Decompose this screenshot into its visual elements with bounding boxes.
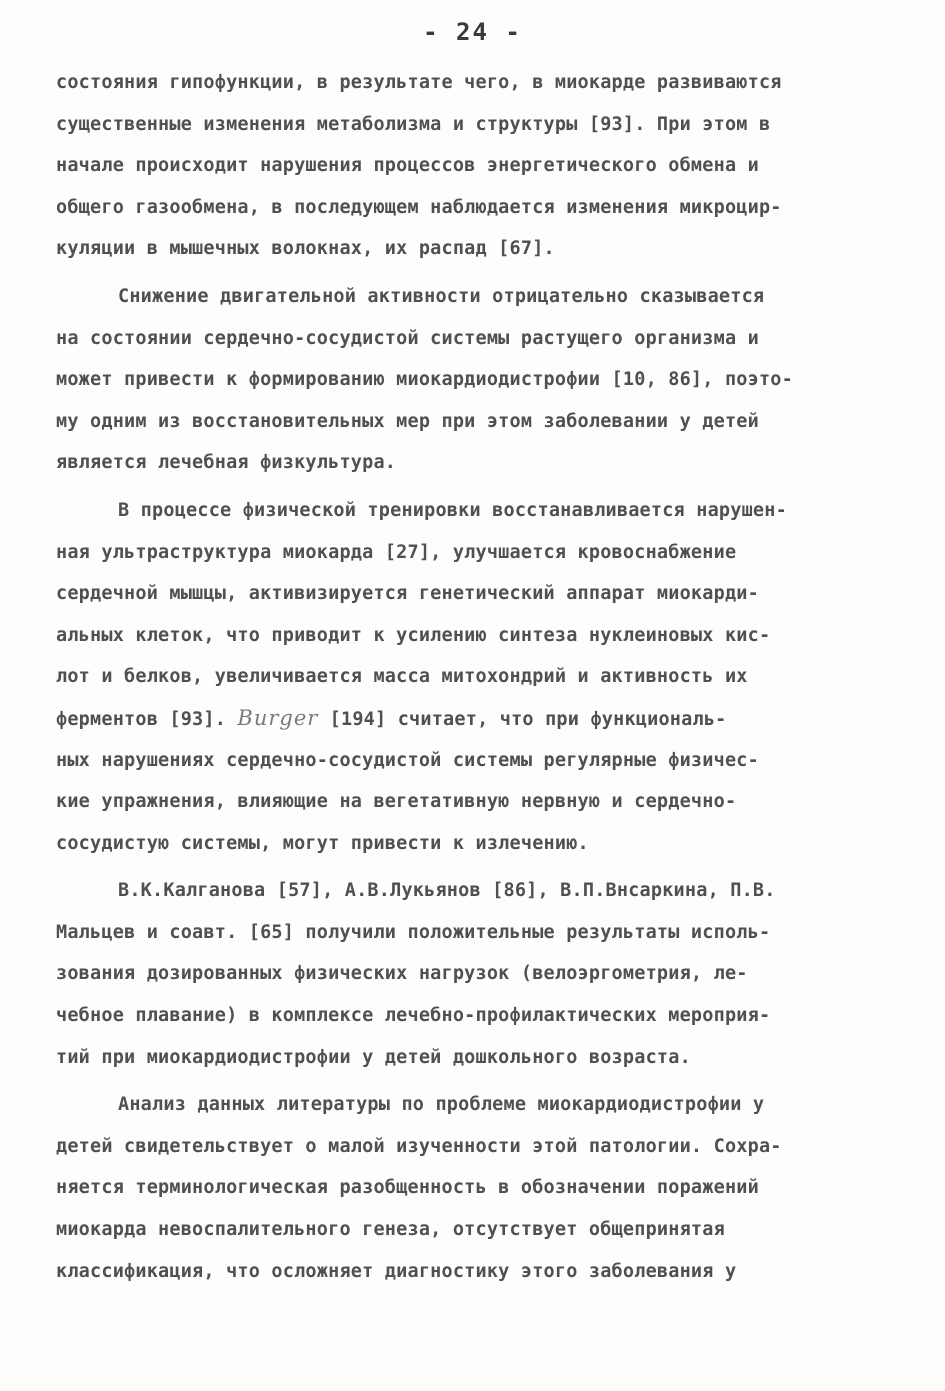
text-line: существенные изменения метаболизма и структуры [93]. При этом в [56, 113, 771, 135]
text-line: на состоянии сердечно-сосудистой системы растущего организма и [56, 327, 759, 349]
text-line: Мальцев и соавт. [65] получили положительные результаты исполь- [56, 921, 771, 943]
text-line: тий при миокардиодистрофии у детей дошкольного возраста. [56, 1046, 691, 1068]
text-line: общего газообмена, в последующем наблюдается изменения микроцир- [56, 196, 782, 218]
page-number: - 24 - [423, 18, 522, 46]
text-line: ная ультраструктура миокарда [27], улучшается кровоснабжение [56, 541, 737, 563]
text-line: сердечной мышцы, активизируется генетический аппарат миокарди- [56, 583, 759, 605]
text-line: может привести к формированию миокардиодистрофии [10, 86], поэто- [56, 369, 793, 391]
text-line: классификация, что осложняет диагностику этого заболевания у [56, 1260, 737, 1282]
text-line: ных нарушениях сердечно-сосудистой системы регулярные физичес- [56, 749, 759, 771]
text-line: куляции в мышечных волокнах, их распад [67]. [56, 238, 555, 260]
text-line [56, 698, 896, 740]
text-line: миокарда невоспалительного генеза, отсутствует общепринятая [56, 1219, 725, 1241]
text-line: кие упражнения, влияющие на вегетативную нервную и сердечно- [56, 791, 737, 813]
text-line: чебное плавание) в комплексе лечебно-профилактических мероприя- [56, 1005, 771, 1027]
text-line: состояния гипофункции, в результате чего, в миокарде развиваются [56, 72, 782, 93]
text-line: зования дозированных физических нагрузок (велоэргометрия, ле- [56, 963, 748, 985]
handwritten-author-name: Burger [237, 705, 319, 730]
text-segment: [194] считает, что при функциональ- [329, 708, 727, 730]
text-line: В.К.Калганова [57], А.В.Лукьянов [86], В.П.Внсаркина, П.В. [118, 880, 776, 902]
text-line: няется терминологическая разобщенность в обозначении поражений [56, 1177, 759, 1199]
text-line: начале происходит нарушения процессов энергетического обмена и [56, 155, 759, 177]
text-line: В процессе физической тренировки восстанавливается нарушен- [118, 499, 787, 521]
text-line: сосудистую системы, могут привести к излечению. [56, 832, 589, 854]
text-line: является лечебная физкультура. [56, 452, 397, 474]
text-line: альных клеток, что приводит к усилению синтеза нуклеиновых кис- [56, 624, 771, 646]
text-line: Снижение двигательной активности отрицательно сказывается [118, 285, 765, 307]
text-segment: ферментов [93]. [56, 708, 227, 730]
text-line: му одним из восстановительных мер при этом заболевании у детей [56, 410, 759, 432]
body-text [56, 62, 896, 1292]
text-line: Анализ данных литературы по проблеме миокардиодистрофии у [118, 1094, 765, 1116]
text-line: лот и белков, увеличивается масса митохондрий и активность их [56, 666, 748, 688]
text-line: детей свидетельствует о малой изученности этой патологии. Сохра- [56, 1135, 782, 1157]
